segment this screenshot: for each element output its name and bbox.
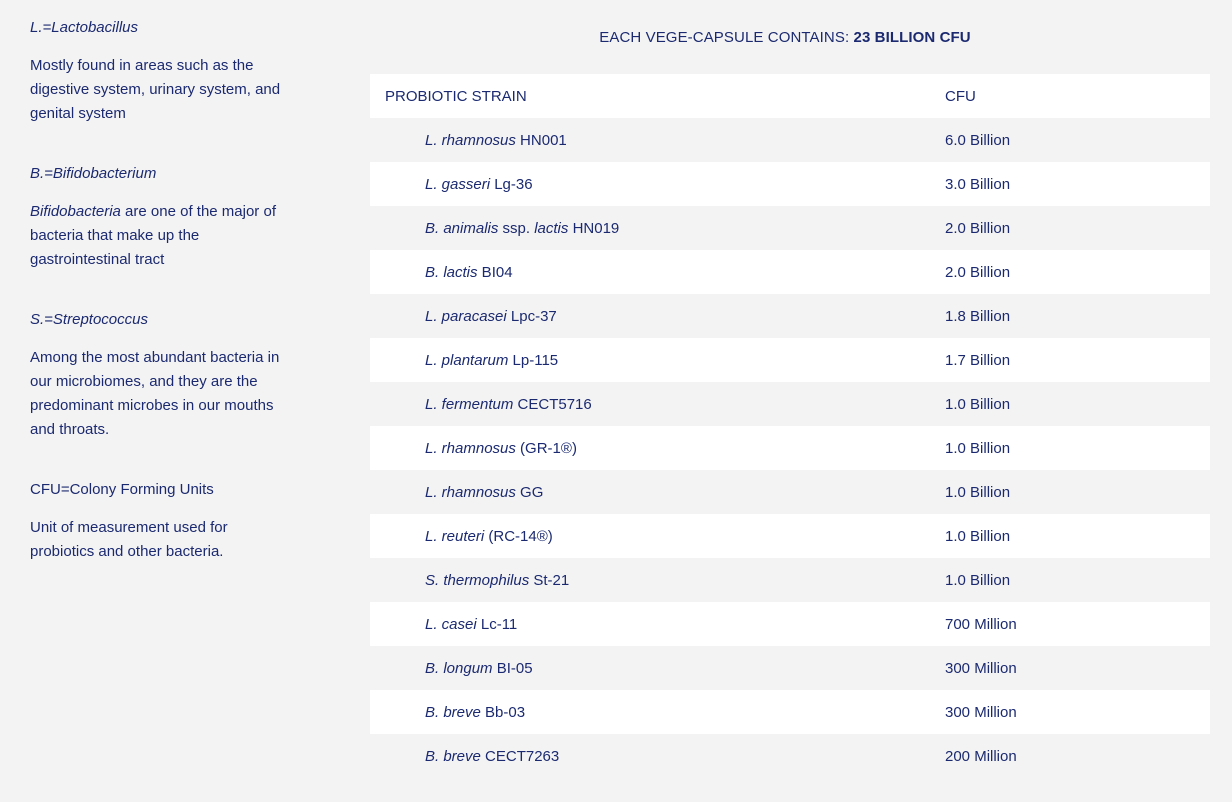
table-row xyxy=(370,602,1210,646)
strain-code: BI-05 xyxy=(492,659,533,677)
strain-code: Bb-03 xyxy=(480,703,526,721)
species-name: lactis xyxy=(534,219,569,237)
table-row xyxy=(370,162,1210,206)
glossary-description xyxy=(30,346,290,442)
cfu-cell: 300 Million xyxy=(945,703,1017,721)
species-name: L. reuteri xyxy=(425,527,485,545)
glossary-description-italic: Bifidobacteria xyxy=(30,203,121,220)
strain-cell xyxy=(370,660,945,677)
strain-code: St-21 xyxy=(529,571,570,589)
strain-cell xyxy=(370,308,945,325)
glossary-sidebar xyxy=(30,18,290,602)
strain-code: CECT7263 xyxy=(480,747,560,765)
glossary-term: L.=Lactobacillus xyxy=(30,19,138,36)
capsule-heading-prefix: EACH VEGE-CAPSULE CONTAINS: xyxy=(599,29,854,46)
probiotic-strain-table xyxy=(370,74,1210,778)
glossary-description-text: are one of the major of bacteria that make up the gastrointestinal tract xyxy=(30,203,276,268)
strain-cell xyxy=(370,616,945,633)
table-row xyxy=(370,734,1210,778)
capsule-heading-value: 23 BILLION CFU xyxy=(853,29,971,46)
table-row xyxy=(370,118,1210,162)
strain-code: Lpc-37 xyxy=(506,307,557,325)
strain-code: CECT5716 xyxy=(513,395,592,413)
table-row xyxy=(370,558,1210,602)
cfu-cell: 300 Million xyxy=(945,659,1017,677)
strain-cell xyxy=(370,352,945,369)
table-row xyxy=(370,426,1210,470)
strain-cell xyxy=(370,264,945,281)
species-name: B. lactis xyxy=(425,263,478,281)
species-name: S. thermophilus xyxy=(425,571,530,589)
glossary-item-cfu xyxy=(30,480,290,564)
species-name: B. breve xyxy=(425,747,481,765)
glossary-description xyxy=(30,200,290,272)
cfu-cell: 2.0 Billion xyxy=(945,219,1011,237)
glossary-description-text: Among the most abundant bacteria in our microbiomes, and they are the predominant microbes in our mouths and throats. xyxy=(30,349,280,438)
cfu-cell: 2.0 Billion xyxy=(945,263,1011,281)
strain-code: ssp. xyxy=(498,219,535,237)
species-name: L. fermentum xyxy=(425,395,514,413)
cfu-cell: 1.0 Billion xyxy=(945,527,1011,545)
cfu-cell: 1.0 Billion xyxy=(945,395,1011,413)
strain-code: Lc-11 xyxy=(476,615,518,633)
table-row xyxy=(370,690,1210,734)
strain-code: Lg-36 xyxy=(490,175,533,193)
strain-cell xyxy=(370,220,945,237)
glossary-description-text: Mostly found in areas such as the digestive system, urinary system, and genital system xyxy=(30,57,281,122)
glossary-term: CFU=Colony Forming Units xyxy=(30,481,214,498)
table-header-row xyxy=(370,74,1210,118)
strain-cell xyxy=(370,440,945,457)
species-name: L. plantarum xyxy=(425,351,509,369)
strain-code: HN001 xyxy=(515,131,567,149)
species-name: L. rhamnosus xyxy=(425,439,516,457)
cfu-cell: 200 Million xyxy=(945,747,1017,765)
glossary-description xyxy=(30,516,290,564)
glossary-description xyxy=(30,54,290,126)
species-name: L. rhamnosus xyxy=(425,131,516,149)
strain-cell xyxy=(370,528,945,545)
cfu-cell: 1.0 Billion xyxy=(945,483,1011,501)
glossary-term: B.=Bifidobacterium xyxy=(30,165,157,182)
glossary-item-bifidobacterium xyxy=(30,164,290,272)
capsule-heading xyxy=(370,28,1200,48)
cfu-cell: 3.0 Billion xyxy=(945,175,1011,193)
strain-cell xyxy=(370,176,945,193)
table-row xyxy=(370,294,1210,338)
table-row xyxy=(370,206,1210,250)
strain-code: (RC-14®) xyxy=(484,527,553,545)
table-body xyxy=(370,118,1210,778)
strain-cell xyxy=(370,572,945,589)
strain-code: GG xyxy=(515,483,544,501)
species-name: B. animalis xyxy=(425,219,499,237)
table-row xyxy=(370,470,1210,514)
cfu-cell: 700 Million xyxy=(945,615,1017,633)
table-row xyxy=(370,382,1210,426)
table-row xyxy=(370,514,1210,558)
species-name: L. paracasei xyxy=(425,307,507,325)
table-row xyxy=(370,250,1210,294)
glossary-item-streptococcus xyxy=(30,310,290,442)
cfu-cell: 1.0 Billion xyxy=(945,571,1011,589)
strain-cell xyxy=(370,704,945,721)
table-row xyxy=(370,338,1210,382)
species-name: L. gasseri xyxy=(425,175,491,193)
species-name: L. casei xyxy=(425,615,477,633)
strain-cell xyxy=(370,748,945,765)
cfu-cell: 1.7 Billion xyxy=(945,351,1011,369)
strain-cell xyxy=(370,484,945,501)
cfu-cell: 1.0 Billion xyxy=(945,439,1011,457)
table-row xyxy=(370,646,1210,690)
strain-cell xyxy=(370,396,945,413)
strain-code: (GR-1®) xyxy=(515,439,577,457)
strain-code: HN019 xyxy=(568,219,620,237)
glossary-item-lactobacillus xyxy=(30,18,290,126)
column-header-strain: PROBIOTIC STRAIN xyxy=(385,87,527,105)
strain-cell xyxy=(370,132,945,149)
strain-code: Lp-115 xyxy=(508,351,559,369)
strain-code: BI04 xyxy=(477,263,513,281)
column-header-cfu: CFU xyxy=(945,87,976,105)
species-name: L. rhamnosus xyxy=(425,483,516,501)
glossary-term: S.=Streptococcus xyxy=(30,311,148,328)
species-name: B. breve xyxy=(425,703,481,721)
species-name: B. longum xyxy=(425,659,493,677)
cfu-cell: 6.0 Billion xyxy=(945,131,1011,149)
cfu-cell: 1.8 Billion xyxy=(945,307,1011,325)
glossary-description-text: Unit of measurement used for probiotics and other bacteria. xyxy=(30,519,228,560)
